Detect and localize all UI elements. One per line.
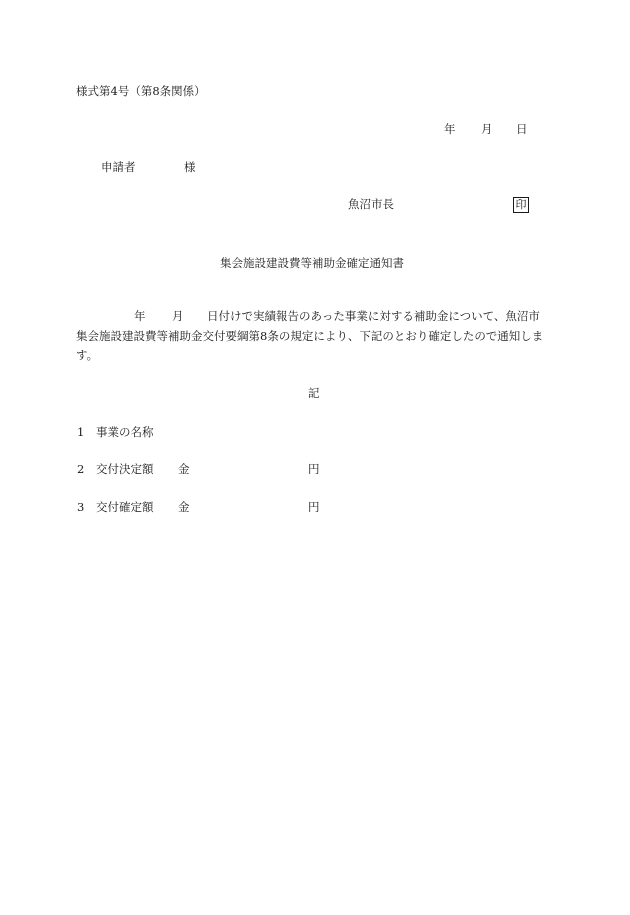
body-year-label: 年 (134, 309, 146, 323)
amount-unit: 円 (308, 462, 320, 476)
body-line-1: 日付けで実績報告のあった事業に対する補助金について、魚沼市 (207, 309, 540, 323)
body-line-2: 集会施設建設費等補助金交付要綱第8条の規定により、下記のとおり確定したので通知しま (76, 329, 544, 343)
item-number: 3 (77, 500, 85, 514)
item-label: 事業の名称 (96, 425, 154, 439)
ki-heading: 記 (308, 386, 320, 400)
item-number: 2 (77, 462, 85, 476)
applicant-label: 申請者 (101, 160, 136, 174)
amount-prefix: 金 (178, 500, 190, 514)
date-year-label: 年 (444, 122, 456, 136)
honorific-sama: 様 (184, 160, 196, 174)
amount-unit: 円 (308, 500, 320, 514)
item-label: 交付決定額 (96, 462, 154, 476)
amount-prefix: 金 (178, 462, 190, 476)
form-number: 様式第4号（第8条関係） (76, 84, 206, 98)
item-label: 交付確定額 (96, 500, 154, 514)
date-day-label: 日 (516, 122, 528, 136)
item-number: 1 (77, 425, 85, 439)
body-line-3: す。 (76, 348, 99, 362)
document-title: 集会施設建設費等補助金確定通知書 (220, 256, 404, 270)
body-month-label: 月 (172, 309, 184, 323)
seal-stamp: 印 (513, 197, 529, 213)
issuer-name: 魚沼市長 (348, 197, 394, 211)
date-month-label: 月 (481, 122, 493, 136)
